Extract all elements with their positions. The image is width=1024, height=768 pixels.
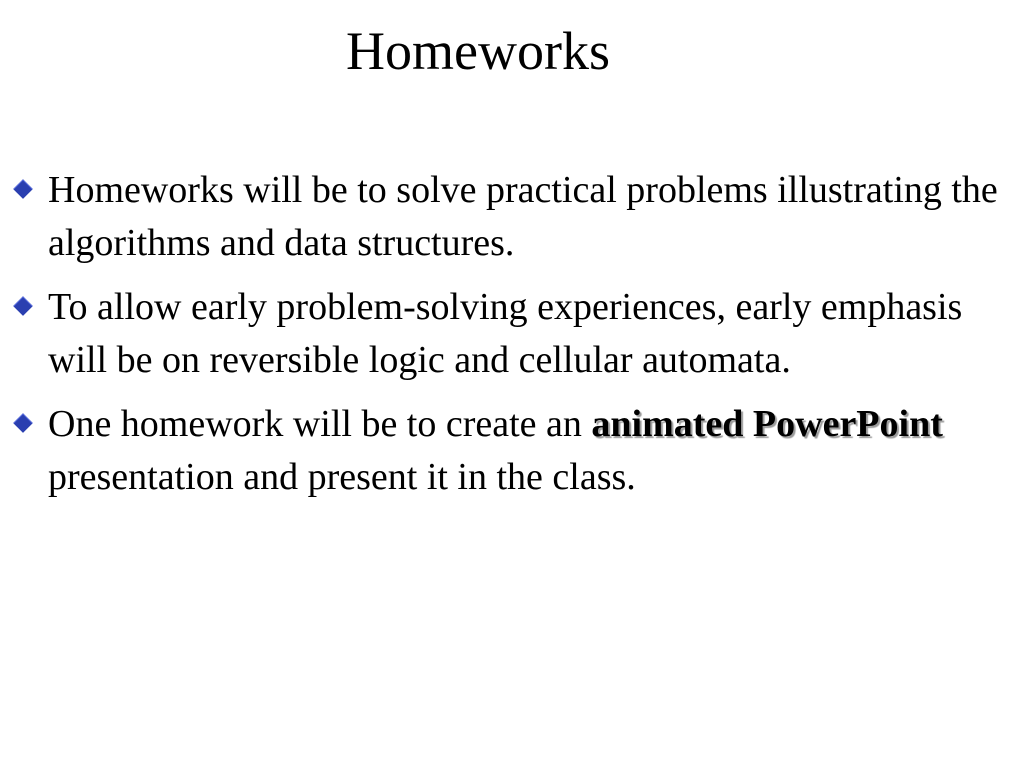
diamond-icon xyxy=(13,296,33,316)
bullet-item xyxy=(48,281,1008,387)
bullet-item xyxy=(48,398,1008,504)
diamond-icon xyxy=(13,413,33,433)
emphasized-text: animated PowerPoint xyxy=(591,403,943,445)
bullet-text-after: presentation and present it in the class. xyxy=(48,456,636,498)
bullet-item xyxy=(48,164,1008,270)
slide-title: Homeworks xyxy=(346,21,610,81)
bullet-text-before: One homework will be to create an xyxy=(48,403,592,445)
bullet-list xyxy=(48,164,1008,515)
diamond-icon xyxy=(13,179,33,199)
bullet-text: To allow early problem-solving experiences, early emphasis will be on reversible logic and cellular automata. xyxy=(48,286,963,381)
bullet-text: Homeworks will be to solve practical problems illustrating the algorithms and data structures. xyxy=(48,169,998,264)
